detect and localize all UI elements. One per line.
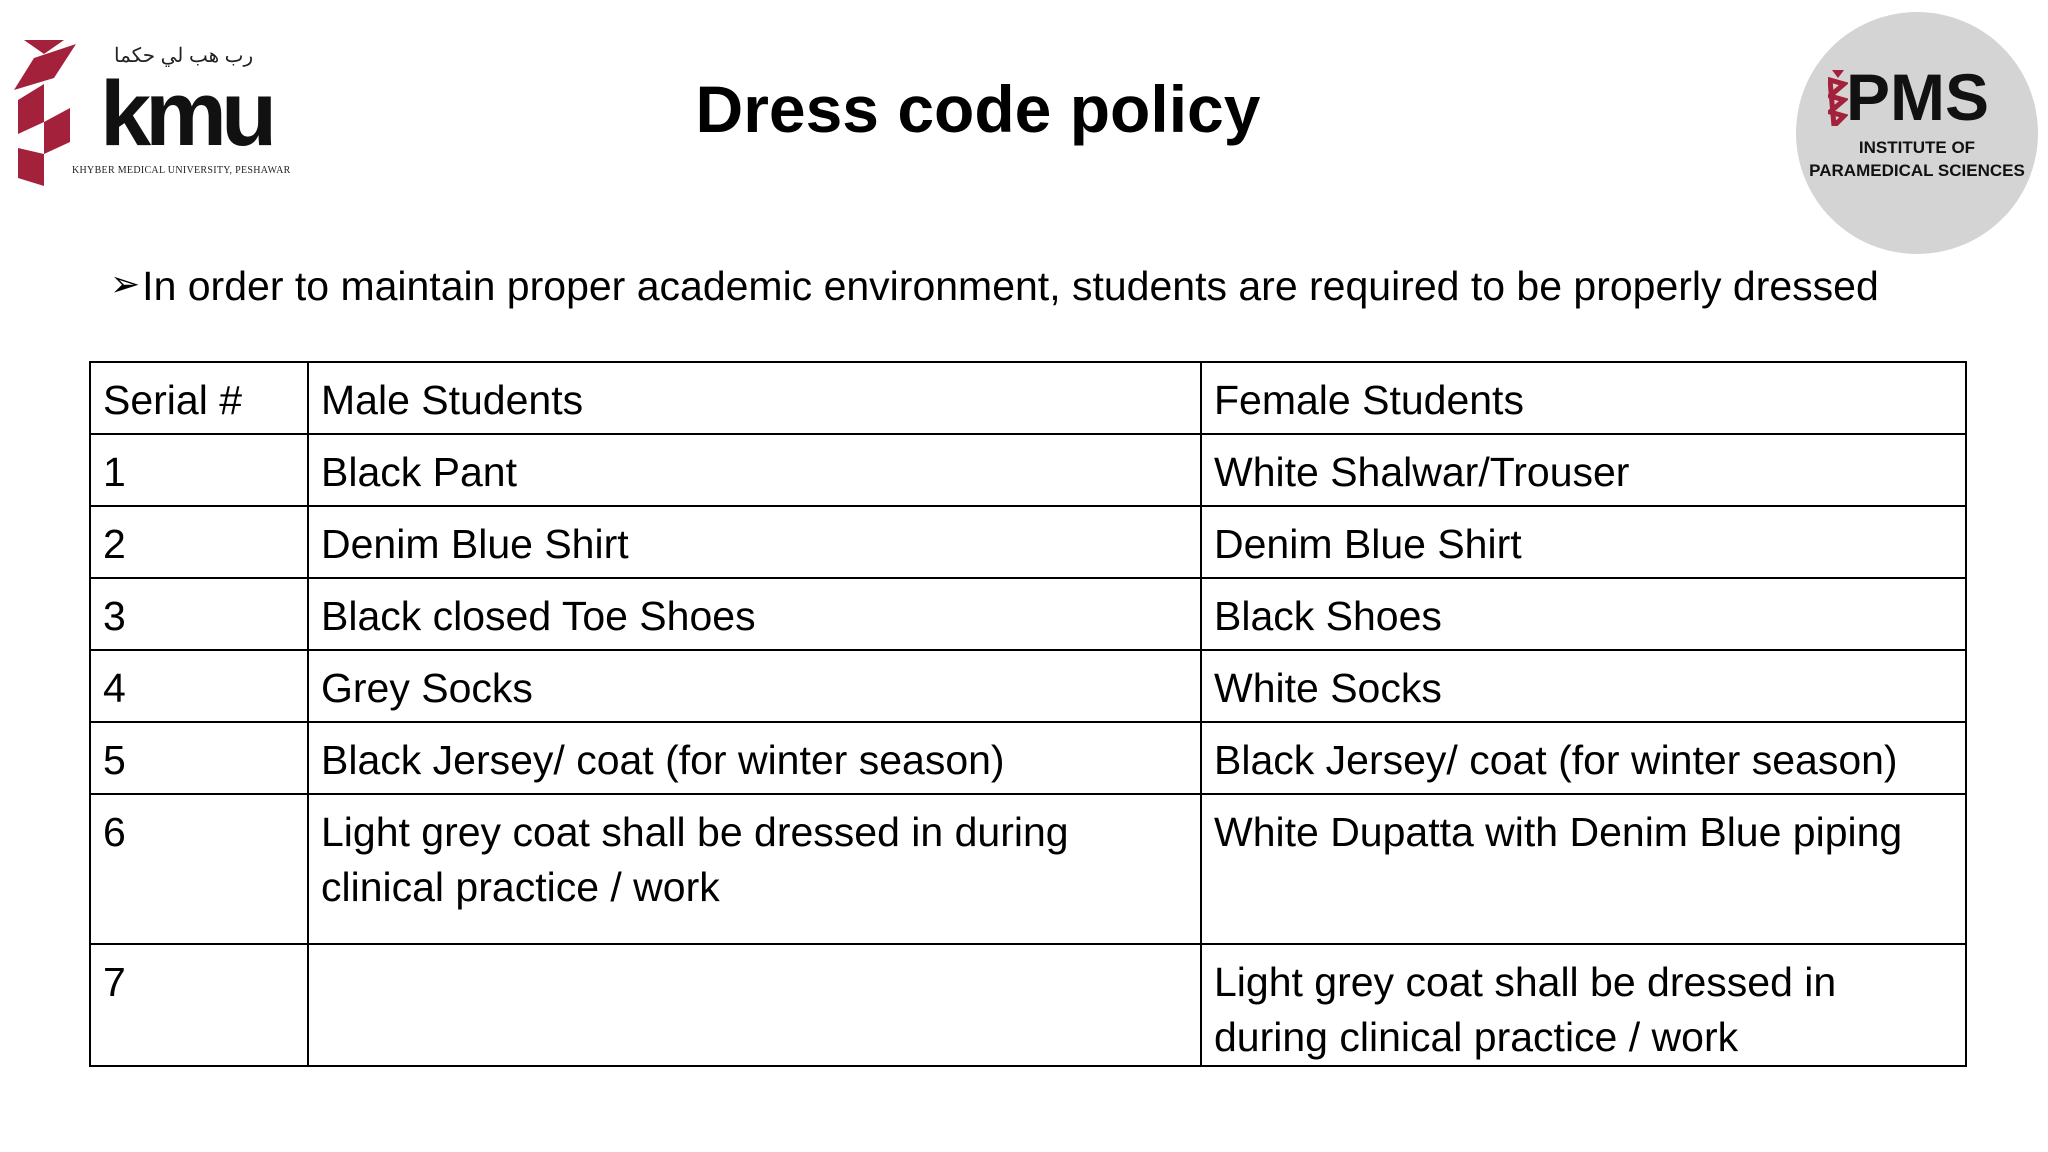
table-row bbox=[90, 794, 1966, 944]
table-row bbox=[90, 722, 1966, 794]
pms-subtitle-line1: INSTITUTE OF bbox=[1858, 138, 1976, 157]
pms-wordmark: PMS bbox=[1846, 60, 1990, 134]
kmu-logo bbox=[14, 38, 291, 188]
cell-female: White Dupatta with Denim Blue piping bbox=[1201, 794, 1966, 944]
intro-bullet bbox=[110, 262, 1879, 311]
kmu-wordmark: kmu bbox=[100, 63, 272, 165]
table-header-row bbox=[90, 362, 1966, 434]
cell-female: White Shalwar/Trouser bbox=[1201, 434, 1966, 506]
page-title: Dress code policy bbox=[695, 72, 1261, 146]
arrow-bullet-icon: ➢ bbox=[110, 263, 141, 304]
cell-male: Black closed Toe Shoes bbox=[308, 578, 1201, 650]
cell-male bbox=[308, 944, 1201, 1066]
cell-female: Black Jersey/ coat (for winter season) bbox=[1201, 722, 1966, 794]
cell-serial: 7 bbox=[90, 944, 308, 1066]
cell-serial: 5 bbox=[90, 722, 308, 794]
cell-serial: 6 bbox=[90, 794, 308, 944]
cell-serial: 1 bbox=[90, 434, 308, 506]
cell-female: White Socks bbox=[1201, 650, 1966, 722]
cell-female: Denim Blue Shirt bbox=[1201, 506, 1966, 578]
cell-male: Light grey coat shall be dressed in during clinical practice / work bbox=[308, 794, 1201, 944]
caduceus-icon bbox=[1828, 70, 1848, 126]
cell-female: Black Shoes bbox=[1201, 578, 1966, 650]
dress-code-table bbox=[89, 361, 1967, 1067]
header-male: Male Students bbox=[308, 362, 1201, 434]
kmu-subtitle: KHYBER MEDICAL UNIVERSITY, PESHAWAR bbox=[72, 165, 291, 176]
table-row bbox=[90, 434, 1966, 506]
kmu-arabic-motto: رب هب لي حكما bbox=[114, 45, 254, 67]
header-female: Female Students bbox=[1201, 362, 1966, 434]
cell-male: Black Pant bbox=[308, 434, 1201, 506]
cell-male: Denim Blue Shirt bbox=[308, 506, 1201, 578]
table-row bbox=[90, 944, 1966, 1066]
table-row bbox=[90, 578, 1966, 650]
pms-subtitle bbox=[1796, 136, 2038, 182]
pms-logo bbox=[1796, 12, 2038, 254]
pms-subtitle-line2: PARAMEDICAL SCIENCES bbox=[1809, 161, 2025, 180]
table-row bbox=[90, 506, 1966, 578]
intro-text: In order to maintain proper academic environment, students are required to be properly dressed bbox=[142, 263, 1879, 309]
cell-serial: 2 bbox=[90, 506, 308, 578]
cell-male: Grey Socks bbox=[308, 650, 1201, 722]
cell-female: Light grey coat shall be dressed in during clinical practice / work bbox=[1201, 944, 1966, 1066]
header-serial: Serial # bbox=[90, 362, 308, 434]
cell-male: Black Jersey/ coat (for winter season) bbox=[308, 722, 1201, 794]
table-row bbox=[90, 650, 1966, 722]
cell-serial: 4 bbox=[90, 650, 308, 722]
cell-serial: 3 bbox=[90, 578, 308, 650]
